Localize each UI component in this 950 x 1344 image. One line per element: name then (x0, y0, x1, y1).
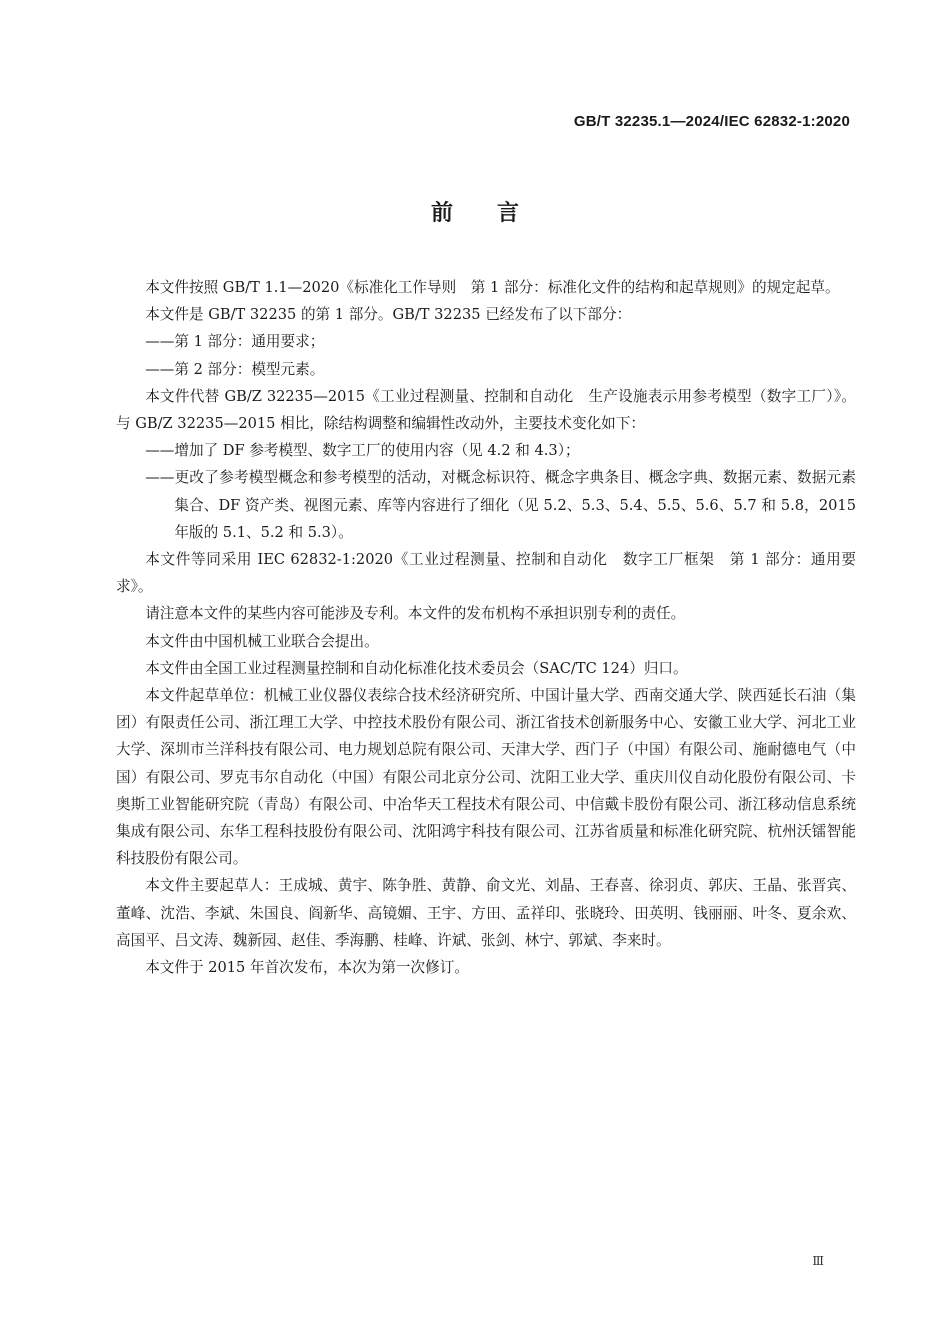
paragraph-replaces: 本文件代替 GB/Z 32235—2015《工业过程测量、控制和自动化 生产设施表示用参考模型（数字工厂）》。与 GB/Z 32235—2015 相比，除结构调整和编辑性改动外，主要技术变化如下： (116, 387, 856, 433)
paragraph-history: 本文件于 2015 年首次发布，本次为第一次修订。 (145, 959, 469, 977)
list-item-part-2: ——第 2 部分：模型元素。 (145, 360, 325, 378)
page-number: Ⅲ (812, 1254, 824, 1268)
list-item-part-1: ——第 1 部分：通用要求； (145, 333, 325, 351)
standard-code: GB/T 32235.1—2024/IEC 62832-1:2020 (573, 113, 850, 130)
paragraph-drafting-units: 本文件起草单位：机械工业仪器仪表综合技术经济研究所、中国计量大学、西南交通大学、陕西延长石油（集团）有限责任公司、浙江理工大学、中控技术股份有限公司、浙江省技术创新服务中心、安徽工业大学、河北工业大学、深圳市兰洋科技有限公司、电力规划总院有限公司、天津大学、西门子（中国）有限公司、施耐德电气（中国）有限公司、罗克韦尔自动化（中国）有限公司北京分公司、沈阳工业大学、重庆川仪自动化股份有限公司、卡奥斯工业智能研究院（青岛）有限公司、中冶华天工程技术有限公司、中信戴卡股份有限公司、浙江移动信息系统集成有限公司、东华工程科技股份有限公司、沈阳鸿宇科技有限公司、江苏省质量和标准化研究院、杭州沃镭智能科技股份有限公司。 (116, 687, 856, 868)
paragraph-drafting-rules: 本文件按照 GB/T 1.1—2020《标准化工作导则 第 1 部分：标准化文件的结构和起草规则》的规定起草。 (145, 279, 840, 296)
paragraph-proposed-by: 本文件由中国机械工业联合会提出。 (145, 632, 379, 650)
paragraph-part-intro: 本文件是 GB/T 32235 的第 1 部分。GB/T 32235 已经发布了以下部分： (145, 306, 632, 324)
paragraph-drafters: 本文件主要起草人：王成城、黄宇、陈争胜、黄静、俞文光、刘晶、王春喜、徐羽贞、郭庆、王晶、张晋宾、董峰、沈浩、李斌、朱国良、阎新华、高镜媚、王宇、方田、孟祥印、张晓玲、田英明、钱丽丽、叶冬、夏余欢、高国平、吕文涛、魏新园、赵佳、季海鹏、桂峰、许斌、张剑、林宁、郭斌、李来时。 (116, 877, 856, 949)
paragraph-equivalent-iec: 本文件等同采用 IEC 62832-1:2020《工业过程测量、控制和自动化 数字工厂框架 第 1 部分：通用要求》。 (116, 551, 856, 596)
paragraph-patent-notice: 请注意本文件的某些内容可能涉及专利。本文件的发布机构不承担识别专利的责任。 (145, 605, 686, 623)
paragraph-managed-by: 本文件由全国工业过程测量控制和自动化标准化技术委员会（SAC/TC 124）归口。 (145, 659, 688, 677)
page-title: 前言 (430, 201, 563, 226)
foreword-body (116, 274, 856, 981)
list-item-change-2: ——更改了参考模型概念和参考模型的活动，对概念标识符、概念字典条目、概念字典、数据元素、数据元素集合、DF 资产类、视图元素、库等内容进行了细化（见 5.2、5.3、5.4、5.5、5.6、5.7 和 5.8，2015 年版的 5.1、5.2 和 5.3）。 (145, 469, 856, 541)
list-item-change-1: ——增加了 DF 参考模型、数字工厂的使用内容（见 4.2 和 4.3）； (145, 442, 580, 460)
